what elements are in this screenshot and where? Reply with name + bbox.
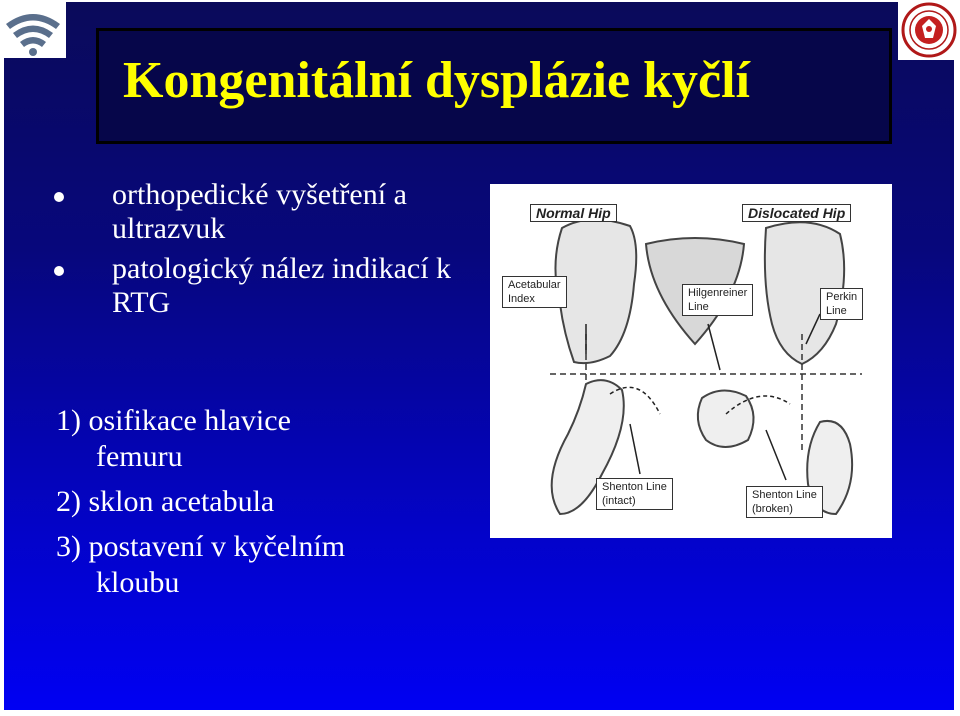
numbered-item: 1) osifikace hlavice — [56, 404, 291, 437]
signal-icon — [0, 0, 66, 58]
wifi-logo-box — [0, 0, 66, 58]
hip-xray-diagram — [490, 184, 892, 538]
bullet-list — [48, 178, 468, 320]
bullet-dot-icon — [54, 266, 64, 276]
perkin-line-label: Perkin Line — [820, 288, 863, 320]
slide-title: Kongenitální dysplázie kyčlí — [123, 52, 750, 109]
numbered-item: 3) postavení v kyčelním — [56, 530, 346, 563]
seal-icon — [900, 2, 958, 58]
hilgenreiner-line-label: Hilgenreiner Line — [682, 284, 753, 316]
numbered-item: 2) sklon acetabula — [56, 485, 275, 518]
university-seal-box — [898, 0, 960, 60]
bullet-item — [48, 178, 468, 246]
acetabular-index-label: Acetabular Index — [502, 276, 567, 308]
shenton-intact-label: Shenton Line (intact) — [596, 478, 673, 510]
numbered-item-continuation: kloubu — [96, 566, 180, 599]
title-box — [96, 28, 892, 144]
dislocated-hip-label: Dislocated Hip — [742, 204, 851, 222]
shenton-broken-label: Shenton Line (broken) — [746, 486, 823, 518]
numbered-item-continuation: femuru — [96, 440, 183, 473]
bullet-text: patologický nález indikací k RTG — [112, 252, 452, 319]
numbered-list — [56, 404, 476, 599]
bullet-text: orthopedické vyšetření a ultrazvuk — [112, 178, 407, 245]
bullet-item — [48, 252, 468, 320]
hip-illustration — [490, 184, 892, 538]
normal-hip-label: Normal Hip — [530, 204, 617, 222]
bullet-dot-icon — [54, 192, 64, 202]
